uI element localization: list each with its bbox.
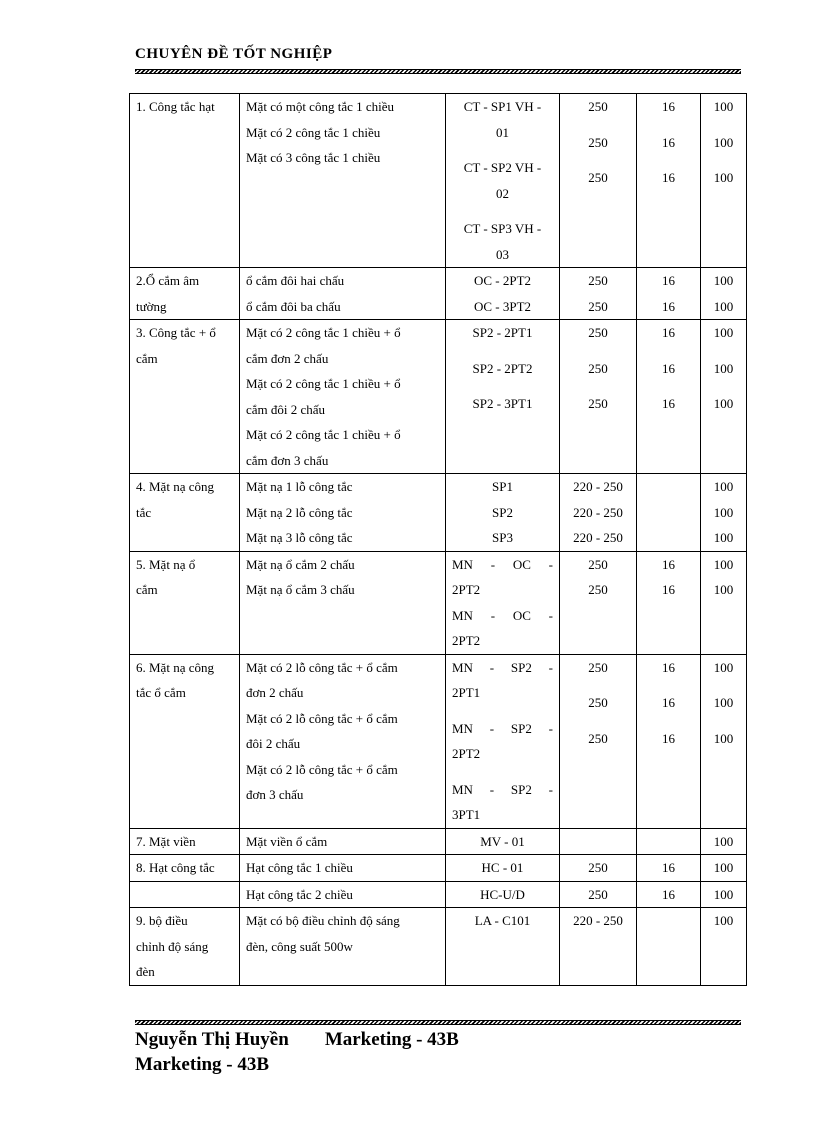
cell-line: 1. Công tắc hạt [136, 99, 215, 114]
voltage-cell [560, 551, 637, 654]
cell-line: tắc [136, 504, 152, 520]
voltage-cell [560, 881, 637, 908]
cell-line: 3. Công tắc + ổ [136, 325, 216, 340]
cell-line: 100 [713, 886, 734, 902]
cell-line: 9. bộ điều [136, 913, 188, 928]
cell-line: cắm đơn 2 chấu [246, 350, 329, 366]
cell-line: cắm [136, 582, 158, 597]
cell-line: Mặt nạ 1 lỗ công tắc [246, 479, 353, 494]
description-cell [240, 94, 446, 268]
cell-line: Mặt có 2 lỗ công tắc + ổ cắm [246, 659, 398, 675]
current-cell [637, 551, 701, 654]
cell-line: Mặt có một công tắc 1 chiều [246, 99, 395, 114]
quantity-cell [701, 908, 747, 986]
current-cell [637, 881, 701, 908]
cell-line: 100 [713, 325, 734, 340]
cell-line: đôi 2 chấu [246, 736, 301, 751]
cell-line: 6. Mặt nạ công [136, 659, 214, 675]
quantity-cell [701, 268, 747, 320]
cell-line: Mặt có 2 công tắc 1 chiều + ổ [246, 427, 401, 442]
cell-line: 16 [662, 325, 675, 340]
category-cell [130, 881, 240, 908]
cell-line: 100 [713, 298, 734, 314]
cell-line: 220 - 250 [573, 913, 623, 928]
cell-line: 250 [588, 730, 608, 746]
cell-line: 16 [662, 360, 675, 376]
code-cell [446, 268, 560, 320]
voltage-cell [560, 268, 637, 320]
current-cell [637, 855, 701, 882]
cell-line: 2PT2 [452, 582, 481, 597]
table-row [130, 94, 747, 268]
code-cell [446, 828, 560, 855]
cell-line: Mặt có 2 lỗ công tắc + ổ cắm [246, 710, 398, 726]
description-cell [240, 474, 446, 552]
quantity-cell [701, 654, 747, 828]
voltage-cell [560, 320, 637, 474]
cell-line: 220 - 250 [573, 479, 623, 494]
cell-line: OC - 3PT2 [473, 298, 532, 314]
category-cell [130, 551, 240, 654]
page-header-title: CHUYÊN ĐỀ TỐT NGHIỆP [135, 46, 333, 62]
cell-line: 02 [496, 185, 509, 201]
quantity-cell [701, 94, 747, 268]
cell-line: đơn 3 chấu [246, 787, 304, 802]
cell-line: Mặt có 2 công tắc 1 chiều [246, 124, 381, 140]
code-cell [446, 474, 560, 552]
cell-line: ổ cắm đôi ba chấu [246, 298, 341, 314]
voltage-cell [560, 828, 637, 855]
cell-line: 100 [713, 170, 734, 185]
category-cell [130, 268, 240, 320]
cell-line: 4. Mặt nạ công [136, 479, 214, 494]
cell-line: MN - SP2 - [452, 659, 553, 675]
cell-line: Mặt nạ 2 lỗ công tắc [246, 504, 353, 520]
cell-line: 2PT2 [452, 746, 481, 761]
cell-line: 3PT1 [452, 807, 481, 822]
description-cell [240, 828, 446, 855]
cell-line: 250 [588, 273, 608, 288]
cell-line: 01 [496, 124, 509, 140]
cell-line: 100 [713, 396, 734, 411]
category-cell [130, 320, 240, 474]
cell-line: MN - OC - [452, 556, 553, 572]
author-class: Marketing - 43B [324, 1029, 459, 1050]
cell-line: Mặt nạ ổ cắm 2 chấu [246, 556, 355, 572]
cell-line: 16 [662, 659, 675, 675]
cell-line: 250 [588, 695, 608, 710]
cell-line: CT - SP1 VH - [463, 99, 542, 114]
description-cell [240, 908, 446, 986]
category-cell [130, 654, 240, 828]
code-cell [446, 94, 560, 268]
cell-line: OC - 2PT2 [473, 273, 532, 288]
cell-line: tường [136, 298, 167, 314]
cell-line: 100 [713, 479, 734, 494]
table-row [130, 828, 747, 855]
cell-line: 16 [662, 298, 675, 314]
cell-line: 16 [662, 273, 675, 288]
cell-line: cắm đôi 2 chấu [246, 401, 326, 417]
cell-line: 16 [662, 134, 675, 150]
cell-line: 100 [713, 730, 734, 746]
code-cell [446, 908, 560, 986]
cell-line: Mặt viền ổ cắm [246, 833, 328, 849]
current-cell [637, 268, 701, 320]
cell-line: 2.Ổ cắm âm [136, 273, 200, 288]
voltage-cell [560, 474, 637, 552]
code-cell [446, 855, 560, 882]
code-cell [446, 551, 560, 654]
cell-line: 100 [713, 659, 734, 675]
description-cell [240, 881, 446, 908]
category-cell [130, 828, 240, 855]
cell-line: 03 [496, 246, 509, 262]
code-cell [446, 881, 560, 908]
author-class-repeat: Marketing - 43B [135, 1054, 270, 1075]
quantity-cell [701, 474, 747, 552]
cell-line: đèn, công suất 500w [246, 938, 353, 954]
table-row [130, 474, 747, 552]
cell-line: Hạt công tắc 2 chiều [246, 886, 353, 902]
cell-line: CT - SP3 VH - [463, 221, 542, 236]
cell-line: ổ cắm đôi hai chấu [246, 273, 345, 288]
cell-line: 7. Mặt viền [136, 833, 196, 849]
description-cell [240, 320, 446, 474]
voltage-cell [560, 855, 637, 882]
quantity-cell [701, 320, 747, 474]
voltage-cell [560, 94, 637, 268]
category-cell [130, 94, 240, 268]
description-cell [240, 855, 446, 882]
cell-line: Mặt có 2 lỗ công tắc + ổ cắm [246, 761, 398, 777]
cell-line: 16 [662, 695, 675, 710]
cell-line: 250 [588, 659, 608, 675]
cell-line: cắm [136, 350, 158, 366]
cell-line: 8. Hạt công tắc [136, 860, 215, 875]
description-cell [240, 268, 446, 320]
cell-line: 250 [588, 396, 608, 411]
table-row [130, 551, 747, 654]
cell-line: 100 [713, 360, 734, 376]
cell-line: 100 [713, 556, 734, 572]
cell-line: 250 [588, 134, 608, 150]
cell-line: Mặt nạ ổ cắm 3 chấu [246, 582, 355, 597]
cell-line: Mặt có 3 công tắc 1 chiều [246, 150, 381, 165]
cell-line: 100 [713, 99, 734, 114]
cell-line: SP3 [492, 530, 513, 545]
cell-line: CT - SP2 VH - [463, 160, 542, 175]
cell-line: 100 [713, 134, 734, 150]
category-cell [130, 855, 240, 882]
cell-line: Mặt có 2 công tắc 1 chiều + ổ [246, 325, 401, 340]
cell-line: 250 [588, 860, 608, 875]
category-cell [130, 474, 240, 552]
product-table [129, 93, 747, 986]
table-row [130, 268, 747, 320]
category-cell [130, 908, 240, 986]
cell-line: 250 [588, 325, 608, 340]
voltage-cell [560, 908, 637, 986]
cell-line: MN - SP2 - [452, 781, 553, 797]
cell-line: 100 [713, 273, 734, 288]
cell-line: 100 [713, 695, 734, 710]
table-row [130, 855, 747, 882]
current-cell [637, 908, 701, 986]
cell-line: 250 [588, 298, 608, 314]
cell-line: 100 [713, 504, 734, 520]
footer [135, 1027, 459, 1077]
current-cell [637, 474, 701, 552]
cell-line: 220 - 250 [573, 504, 623, 520]
cell-line: 16 [662, 556, 675, 572]
cell-line: 250 [588, 886, 608, 902]
cell-line: 220 - 250 [573, 530, 623, 545]
cell-line: Mặt nạ 3 lỗ công tắc [246, 530, 353, 545]
cell-line: MN - SP2 - [452, 720, 553, 736]
cell-line: chỉnh độ sáng [136, 938, 209, 954]
table-row [130, 654, 747, 828]
quantity-cell [701, 855, 747, 882]
current-cell [637, 654, 701, 828]
cell-line: 16 [662, 582, 675, 597]
cell-line: 250 [588, 99, 608, 114]
cell-line: 100 [713, 582, 734, 597]
cell-line: 100 [713, 833, 734, 849]
cell-line: 100 [713, 530, 734, 545]
description-cell [240, 654, 446, 828]
cell-line: 16 [662, 170, 675, 185]
cell-line: 16 [662, 886, 675, 902]
cell-line: Mặt có bộ điều chỉnh độ sáng [246, 913, 400, 928]
cell-line: SP2 - 2PT1 [472, 325, 533, 340]
code-cell [446, 654, 560, 828]
description-cell [240, 551, 446, 654]
cell-line: MN - OC - [452, 607, 553, 623]
cell-line: SP2 - 3PT1 [472, 396, 533, 411]
cell-line: 250 [588, 582, 608, 597]
cell-line: cắm đơn 3 chấu [246, 452, 329, 468]
cell-line: 16 [662, 396, 675, 411]
author-name: Nguyễn Thị Huyền [135, 1029, 289, 1050]
cell-line: 2PT2 [452, 633, 481, 648]
current-cell [637, 320, 701, 474]
current-cell [637, 94, 701, 268]
cell-line: LA - C101 [474, 913, 531, 928]
cell-line: MV - 01 [480, 833, 525, 849]
code-cell [446, 320, 560, 474]
cell-line: 250 [588, 556, 608, 572]
current-cell [637, 828, 701, 855]
cell-line: HC-U/D [480, 886, 525, 902]
cell-line: 16 [662, 730, 675, 746]
header-divider [135, 69, 741, 74]
quantity-cell [701, 828, 747, 855]
cell-line: HC - 01 [481, 860, 524, 875]
cell-line: tắc ổ cắm [136, 685, 186, 700]
cell-line: Mặt có 2 công tắc 1 chiều + ổ [246, 376, 401, 391]
voltage-cell [560, 654, 637, 828]
quantity-cell [701, 551, 747, 654]
footer-divider [135, 1020, 741, 1025]
cell-line: 250 [588, 360, 608, 376]
table-row [130, 320, 747, 474]
table-row [130, 908, 747, 986]
table-row [130, 881, 747, 908]
cell-line: 250 [588, 170, 608, 185]
cell-line: 16 [662, 860, 675, 875]
cell-line: SP2 - 2PT2 [472, 360, 533, 376]
cell-line: 2PT1 [452, 685, 481, 700]
cell-line: đơn 2 chấu [246, 685, 304, 700]
cell-line: đèn [136, 964, 155, 979]
quantity-cell [701, 881, 747, 908]
cell-line: SP2 [492, 504, 513, 520]
cell-line: 100 [713, 913, 734, 928]
cell-line: 16 [662, 99, 675, 114]
cell-line: 5. Mặt nạ ổ [136, 556, 196, 572]
cell-line: Hạt công tắc 1 chiều [246, 860, 353, 875]
cell-line: SP1 [492, 479, 513, 494]
cell-line: 100 [713, 860, 734, 875]
